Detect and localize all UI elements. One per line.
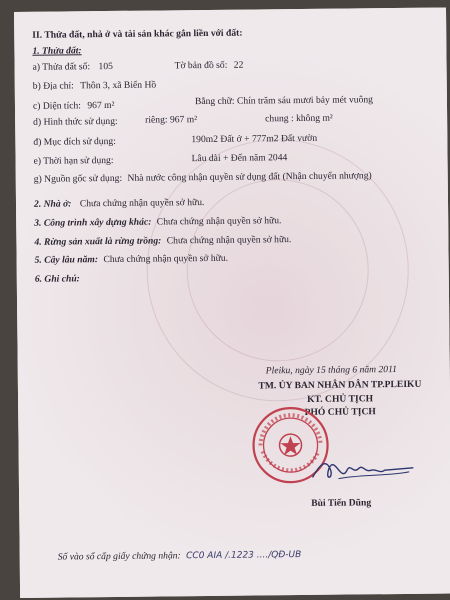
background-pattern-inner [186, 178, 370, 362]
perennial-value: Chưa chứng nhận quyền sở hữu. [103, 252, 229, 266]
address-label: b) Địa chỉ: [32, 80, 74, 92]
plot-number-row [33, 61, 113, 74]
map-sheet-row [175, 60, 244, 73]
plot-number-label: a) Thửa đất số: [32, 61, 91, 73]
usage-term-label: e) Thời hạn sử dụng: [33, 154, 114, 167]
registration-number: CC0 AIA /.1223 ..../QĐ-UB [186, 550, 302, 562]
usage-term-value: Lâu dài + Đến năm 2044 [191, 152, 288, 165]
plot-number-value: 105 [98, 60, 113, 73]
house-row [34, 197, 205, 211]
map-sheet-label: Tờ bản đồ số: [174, 59, 228, 72]
registration-label: Số vào sổ cấp giấy chứng nhận: [57, 550, 181, 563]
usage-form-label: d) Hình thức sử dụng: [33, 115, 118, 128]
map-sheet-value: 22 [233, 59, 244, 71]
house-title: 2. Nhà ở: [33, 198, 72, 210]
usage-origin-label: g) Nguồn gốc sử dụng: [33, 172, 123, 185]
land-plot-title: 1. Thửa đất: [32, 45, 82, 57]
usage-private: riêng: 967 m² [145, 114, 198, 126]
area-label: c) Diện tích: [32, 100, 81, 112]
signer-name: Bùi Tiến Dũng [311, 497, 372, 509]
usage-purpose-label: đ) Mục đích sử dụng: [33, 135, 116, 148]
usage-purpose-value: 190m2 Đất ở + 777m2 Đất vườn [191, 132, 318, 146]
perennial-title: 5. Cây lâu năm: [34, 254, 99, 266]
section-heading: II. Thửa đất, nhà ở và tài sản khác gắn liền với đất: [32, 27, 243, 41]
signature-scribble [309, 448, 419, 489]
on-behalf-chairman: KT. CHỦ TỊCH [307, 393, 374, 405]
house-value: Chưa chứng nhận quyền sở hữu. [79, 197, 205, 210]
certificate-page [14, 7, 450, 597]
place-date: Pleiku, ngày 15 tháng 6 năm 2011 [265, 364, 398, 377]
area-row [33, 100, 115, 113]
issuing-organization: TM. ỦY BAN NHÂN DÂN TP.PLEIKU [258, 378, 422, 392]
other-construction-value: Chưa chứng nhận quyền sở hữu. [156, 215, 282, 228]
forest-title: 4. Rừng sản xuất là rừng trồng: [34, 235, 162, 248]
other-construction-title: 3. Công trình xây dựng khác: [34, 216, 152, 229]
area-in-words: Bằng chữ: Chín trăm sáu mươi bảy mét vuông [194, 94, 374, 108]
notes-title: 6. Ghi chú: [34, 273, 80, 285]
usage-origin-value: Nhà nước công nhận quyền sử dụng đất (Nhận chuyển nhượng) [127, 170, 372, 184]
area-value: 967 m² [87, 99, 115, 112]
usage-common: chung : không m² [265, 112, 333, 125]
registration-row [58, 549, 302, 564]
address-value: Thôn 3, xã Biển Hồ [80, 79, 157, 92]
forest-value: Chưa chứng nhận quyền sở hữu. [166, 234, 292, 247]
perennial-row [35, 253, 229, 267]
vice-chairman-title: PHÓ CHỦ TỊCH [304, 406, 376, 418]
address-row [33, 80, 157, 93]
